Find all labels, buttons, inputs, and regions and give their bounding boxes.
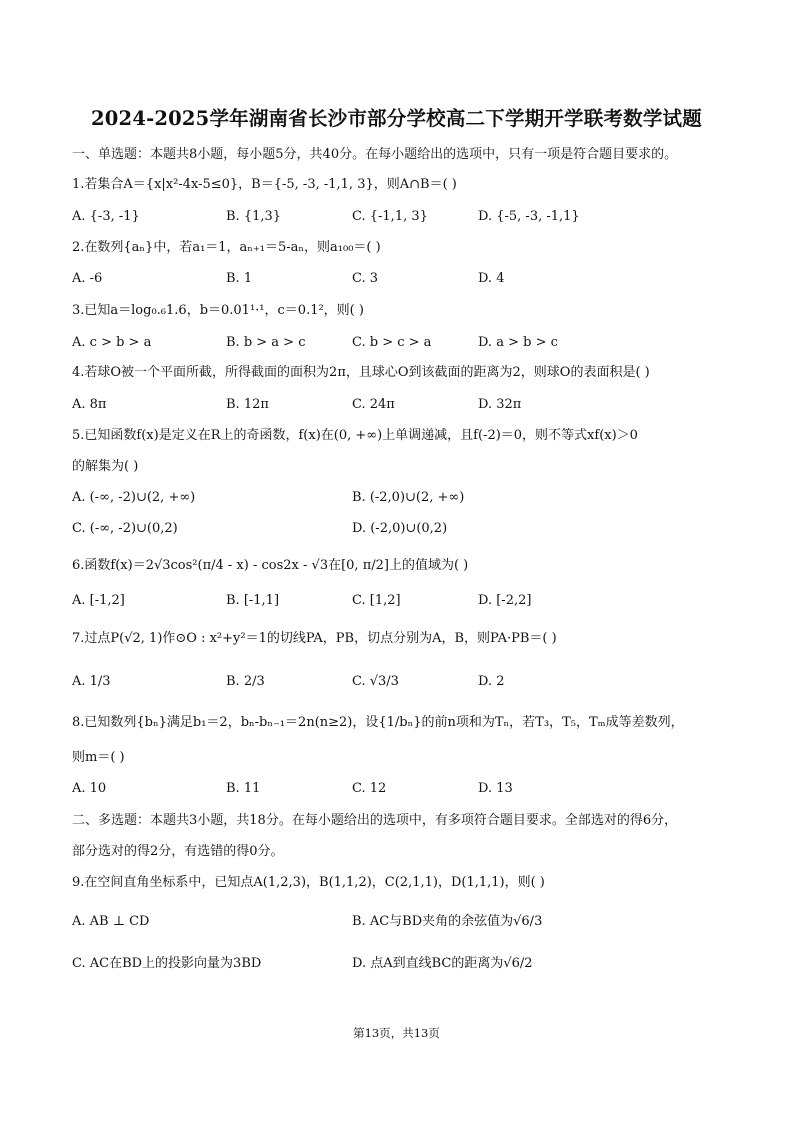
section-1-heading: 一、单选题：本题共8小题，每小题5分，共40分。在每小题给出的选项中，只有一项是符合题目要求的。 bbox=[72, 147, 678, 162]
question-9-option-d: D. 点A到直线BC的距离为√6/2 bbox=[352, 956, 533, 971]
question-3-stem: 3.已知a＝log₀.₆1.6，b＝0.01¹·¹，c＝0.1²，则( ) bbox=[72, 303, 364, 318]
question-2-option-c: C. 3 bbox=[352, 271, 379, 286]
question-5-stem-line-1: 5.已知函数f(x)是定义在R上的奇函数，f(x)在(0, +∞)上单调递减，且f(-2)＝0，则不等式xf(x)＞0 bbox=[72, 428, 638, 443]
page-footer: 第13页，共13页 bbox=[353, 1026, 440, 1040]
question-4-stem: 4.若球O被一个平面所截，所得截面的面积为2π，且球心O到该截面的距离为2，则球O的表面积是( ) bbox=[72, 365, 650, 380]
question-2-option-b: B. 1 bbox=[226, 271, 253, 286]
question-5-option-c: C. (-∞, -2)∪(0,2) bbox=[72, 521, 178, 536]
question-1-option-c: C. {-1,1, 3} bbox=[352, 209, 428, 224]
question-9-option-a: A. AB ⊥ CD bbox=[72, 914, 150, 929]
question-3-option-b: B. b > a > c bbox=[226, 335, 306, 350]
question-7-option-d: D. 2 bbox=[478, 674, 505, 689]
question-3-option-c: C. b > c > a bbox=[352, 335, 432, 350]
question-9-option-c: C. AC在BD上的投影向量为3BD bbox=[72, 956, 262, 971]
question-2-option-a: A. -6 bbox=[72, 271, 103, 286]
question-6-option-a: A. [-1,2] bbox=[72, 593, 125, 608]
question-8-option-a: A. 10 bbox=[72, 781, 107, 796]
page-title: 2024-2025学年湖南省长沙市部分学校高二下学期开学联考数学试题 bbox=[91, 107, 702, 130]
question-5-stem-line-2: 的解集为( ) bbox=[72, 459, 139, 474]
question-6-option-c: C. [1,2] bbox=[352, 593, 401, 608]
question-8-stem-line-2: 则m＝( ) bbox=[72, 750, 125, 765]
question-8-option-c: C. 12 bbox=[352, 781, 387, 796]
question-1-option-a: A. {-3, -1} bbox=[72, 209, 140, 224]
question-3-option-a: A. c > b > a bbox=[72, 335, 152, 350]
question-6-stem: 6.函数f(x)＝2√3cos²(π/4 - x) - cos2x - √3在[0, π/2]上的值域为( ) bbox=[72, 558, 469, 573]
question-6-option-b: B. [-1,1] bbox=[226, 593, 280, 608]
question-5-option-b: B. (-2,0)∪(2, +∞) bbox=[352, 490, 465, 505]
section-2-heading-line-1: 二、多选题：本题共3小题，共18分。在每小题给出的选项中，有多项符合题目要求。全部选对的得6分， bbox=[72, 813, 678, 828]
question-1-option-d: D. {-5, -3, -1,1} bbox=[478, 209, 580, 224]
question-4-option-d: D. 32π bbox=[478, 397, 522, 412]
question-1-option-b: B. {1,3} bbox=[226, 209, 282, 224]
question-5-option-a: A. (-∞, -2)∪(2, +∞) bbox=[72, 490, 196, 505]
question-8-option-b: B. 11 bbox=[226, 781, 261, 796]
question-1-stem: 1.若集合A＝{x|x²-4x-5≤0}，B＝{-5, -3, -1,1, 3}，则A∩B＝( ) bbox=[72, 177, 457, 192]
question-7-stem: 7.过点P(√2, 1)作⊙O : x²+y²＝1的切线PA，PB，切点分别为A，B，则PA·PB＝( ) bbox=[72, 631, 557, 646]
question-2-stem: 2.在数列{aₙ}中，若a₁＝1，aₙ₊₁＝5-aₙ，则a₁₀₀＝( ) bbox=[72, 240, 381, 255]
question-3-option-d: D. a > b > c bbox=[478, 335, 558, 350]
question-5-option-d: D. (-2,0)∪(0,2) bbox=[352, 521, 448, 536]
question-8-option-d: D. 13 bbox=[478, 781, 513, 796]
question-6-option-d: D. [-2,2] bbox=[478, 593, 532, 608]
question-9-stem: 9.在空间直角坐标系中，已知点A(1,2,3)，B(1,1,2)，C(2,1,1)，D(1,1,1)，则( ) bbox=[72, 875, 545, 890]
question-7-option-a: A. 1/3 bbox=[72, 674, 111, 689]
question-8-stem-line-1: 8.已知数列{bₙ}满足b₁＝2，bₙ-bₙ₋₁＝2n(n≥2)，设{1/bₙ}的前n项和为Tₙ，若T₃，T₅，Tₘ成等差数列， bbox=[72, 715, 684, 730]
question-7-option-b: B. 2/3 bbox=[226, 674, 265, 689]
question-9-option-b: B. AC与BD夹角的余弦值为√6/3 bbox=[352, 914, 543, 929]
question-2-option-d: D. 4 bbox=[478, 271, 505, 286]
question-4-option-c: C. 24π bbox=[352, 397, 395, 412]
section-2-heading-line-2: 部分选对的得2分，有选错的得0分。 bbox=[72, 844, 284, 859]
question-4-option-b: B. 12π bbox=[226, 397, 269, 412]
question-4-option-a: A. 8π bbox=[72, 397, 107, 412]
question-7-option-c: C. √3/3 bbox=[352, 674, 399, 689]
